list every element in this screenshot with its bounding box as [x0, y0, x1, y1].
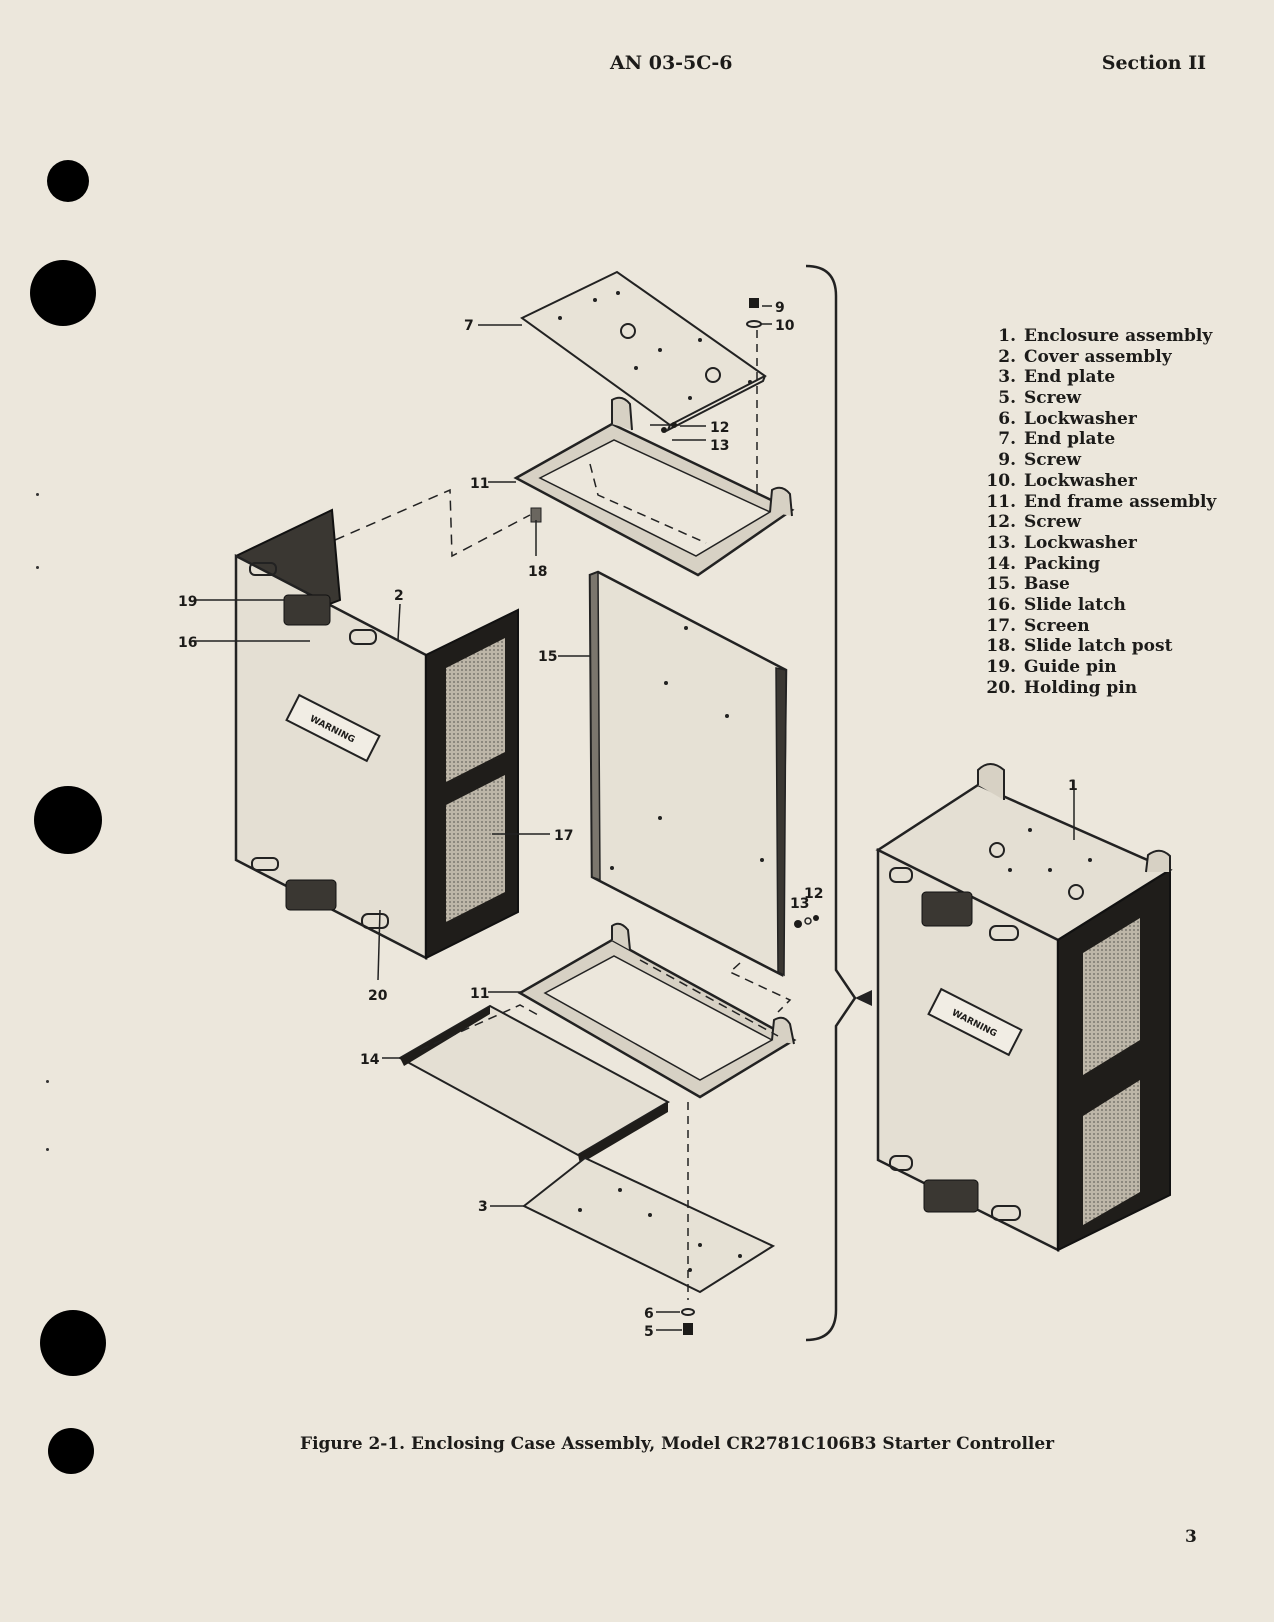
legend-item: 19. Guide pin	[986, 657, 1117, 677]
callout-label: 3	[478, 1199, 488, 1215]
enclosure-assembled	[878, 764, 1170, 1250]
end-plate-top	[522, 272, 765, 430]
callout-label: 16	[178, 635, 198, 651]
callout-label: 2	[394, 588, 404, 604]
cover-assembly	[236, 510, 518, 958]
legend-item: 20. Holding pin	[986, 677, 1138, 698]
callout-label: 9	[775, 300, 785, 316]
callout-label: 10	[775, 318, 795, 334]
screw-lockwasher-top	[747, 298, 761, 520]
legend-item: 16. Slide latch	[986, 594, 1126, 615]
legend-item: 15. Base	[986, 574, 1070, 595]
section-label: Section II	[1101, 52, 1206, 74]
callout-label: 6	[644, 1306, 654, 1322]
legend-item: 11. End frame assembly	[986, 491, 1217, 512]
callout-label: 19	[178, 594, 198, 610]
legend-item: 10. Lockwasher	[986, 470, 1137, 491]
assembly-guide-line	[335, 490, 530, 556]
callout-label: 1	[1068, 778, 1078, 794]
legend-item: 7. End plate	[998, 429, 1116, 450]
legend-item: 1. Enclosure assembly	[998, 326, 1213, 346]
screw-lockwasher-bottom	[682, 1309, 694, 1335]
callout-label: 12	[804, 886, 824, 902]
parts-legend	[970, 326, 1216, 698]
screw-lockwasher-lower	[794, 915, 819, 928]
legend-item: 2. Cover assembly	[998, 346, 1172, 367]
callout-label: 7	[464, 318, 474, 334]
warning-plate-text: WARNING	[949, 1008, 999, 1040]
legend-item: 18. Slide latch post	[986, 636, 1173, 657]
legend-item: 13. Lockwasher	[986, 532, 1137, 553]
legend-item: 6. Lockwasher	[998, 408, 1137, 429]
figure-caption: Figure 2-1. Enclosing Case Assembly, Model CR2781C106B3 Starter Controller	[300, 1434, 1055, 1454]
assembly-bracket	[806, 266, 872, 1340]
end-frame-upper	[516, 398, 792, 575]
legend-item: 5. Screw	[998, 388, 1082, 409]
page-number: 3	[1185, 1527, 1197, 1547]
legend-item: 9. Screw	[998, 450, 1082, 471]
document-number: AN 03-5C-6	[610, 52, 733, 74]
callout-label: 13	[710, 438, 730, 454]
callout-label: 15	[538, 649, 558, 665]
legend-item: 12. Screw	[986, 512, 1082, 533]
callout-label: 18	[528, 564, 548, 580]
callout-label: 20	[368, 988, 388, 1004]
callout-label: 5	[644, 1324, 654, 1340]
callout-label: 14	[360, 1052, 380, 1068]
legend-item: 14. Packing	[986, 553, 1101, 574]
callout-label: 12	[710, 420, 730, 436]
callout-label: 11	[470, 986, 490, 1002]
callout-label: 11	[470, 476, 490, 492]
warning-plate-text: WARNING	[307, 714, 357, 746]
legend-item: 3. End plate	[998, 367, 1116, 388]
legend-item: 17. Screen	[986, 615, 1090, 636]
callout-label: 13	[790, 896, 810, 912]
callout-label: 17	[554, 828, 574, 844]
